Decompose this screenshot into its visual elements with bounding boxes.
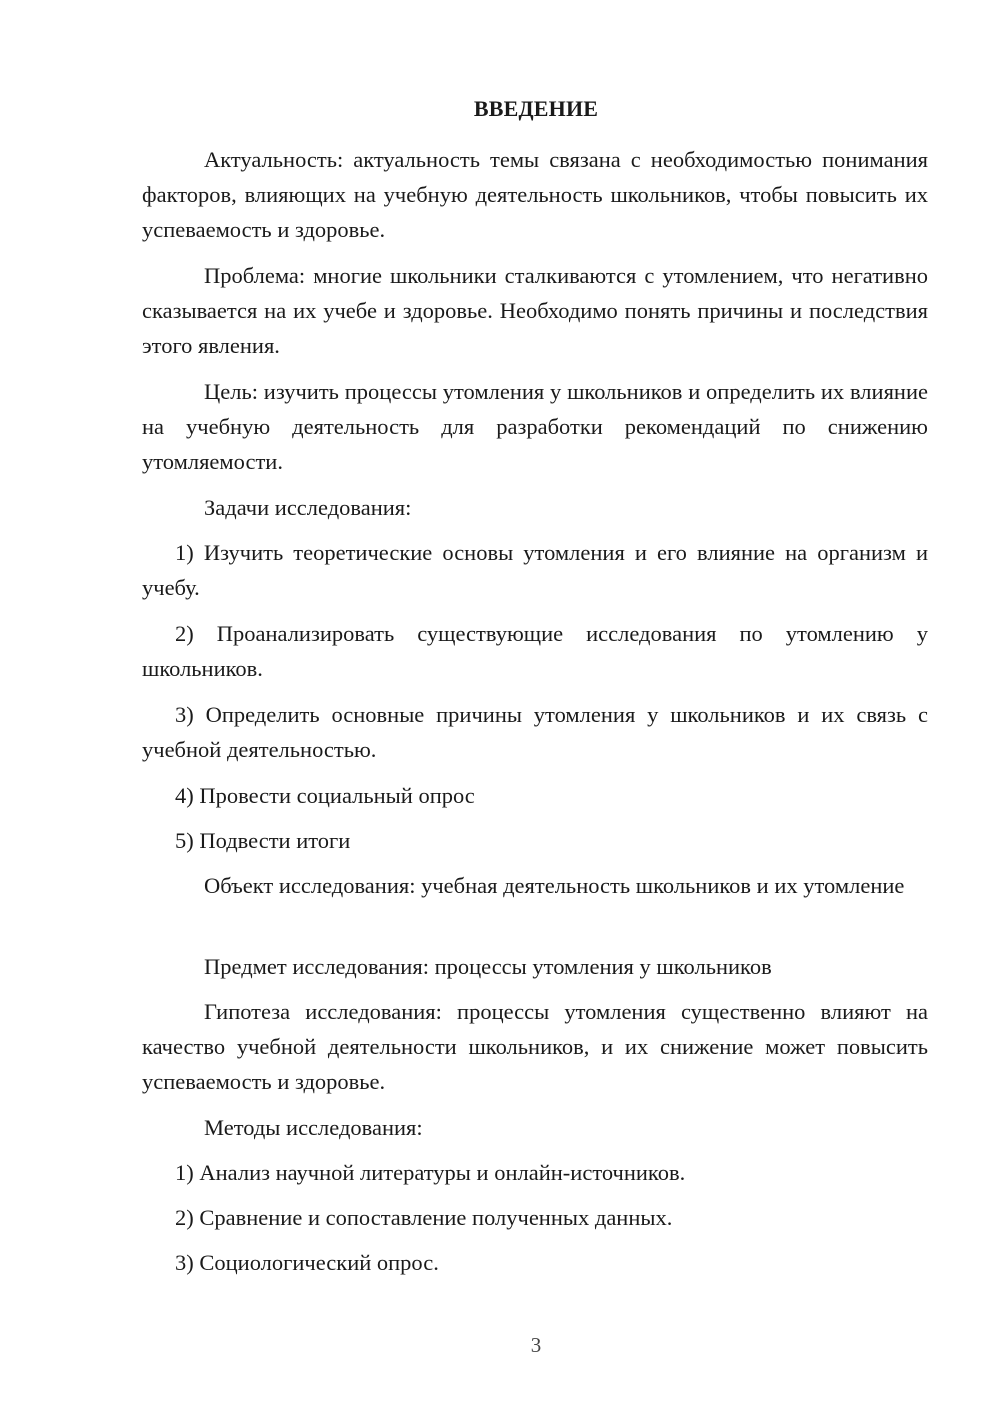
method-item-1: 1) Анализ научной литературы и онлайн-источников. [175,1160,686,1185]
paragraph-object: Объект исследования: учебная деятельность школьников и их утомление [204,873,905,898]
paragraph-hypothesis: Гипотеза исследования: процессы утомления существенно влияют на качество учебной деятельности школьников, и их снижение может повысить успеваемость и здоровье. [142,999,928,1094]
tasks-heading: Задачи исследования: [204,495,412,520]
page-title: ВВЕДЕНИЕ [473,96,599,121]
method-item-3: 3) Социологический опрос. [175,1250,439,1275]
methods-heading: Методы исследования: [204,1115,423,1140]
paragraph-relevance: Актуальность: актуальность темы связана с необходимостью понимания факторов, влияющих на учебную деятельность школьников, чтобы повысить их успеваемость и здоровье. [142,147,928,242]
paragraph-problem: Проблема: многие школьники сталкиваются с утомлением, что негативно сказывается на их учебе и здоровье. Необходимо понять причины и последствия этого явления. [142,263,928,358]
task-item-5: 5) Подвести итоги [175,828,351,853]
page-number: 3 [530,1333,542,1357]
task-item-2: 2) Проанализировать существующие исследования по утомлению у школьников. [142,621,928,681]
paragraph-goal: Цель: изучить процессы утомления у школьников и определить их влияние на учебную деятельность для разработки рекомендаций по снижению утомляемости. [142,379,928,474]
task-item-4: 4) Провести социальный опрос [175,783,475,808]
task-item-1: 1) Изучить теоретические основы утомления и его влияние на организм и учебу. [142,540,928,600]
method-item-2: 2) Сравнение и сопоставление полученных данных. [175,1205,673,1230]
paragraph-subject: Предмет исследования: процессы утомления у школьников [204,954,772,979]
task-item-3: 3) Определить основные причины утомления у школьников и их связь с учебной деятельностью. [142,702,928,762]
